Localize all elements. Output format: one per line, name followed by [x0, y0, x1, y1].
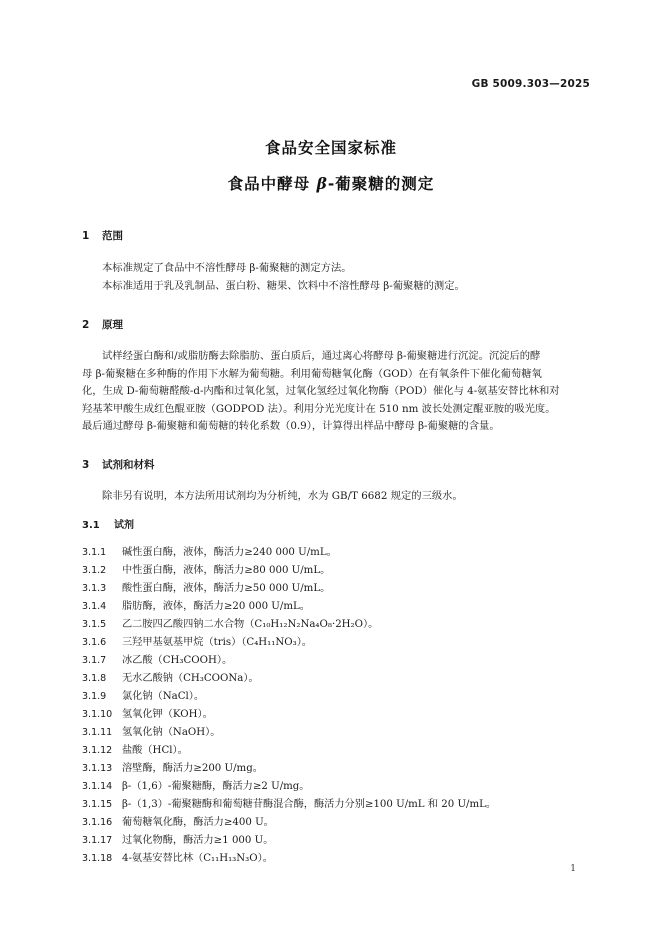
reagent-number: 3.1.7 [82, 655, 107, 666]
reagent-item [82, 705, 213, 722]
reagent-item [82, 687, 204, 704]
reagent-text: 氢氧化钾（KOH）。 [122, 709, 213, 720]
reagent-item [82, 597, 310, 614]
reagent-item [82, 615, 378, 632]
reagent-number: 3.1.17 [82, 835, 113, 846]
reagent-number: 3.1.18 [82, 853, 113, 864]
standard-number: GB 5009.303—2025 [471, 78, 590, 90]
reagent-text: 酸性蛋白酶，液体，酶活力≥50 000 U/mL。 [122, 583, 331, 594]
reagent-number: 3.1.14 [82, 781, 113, 792]
paragraph-line: 本标准规定了食品中不溶性酵母 β-葡聚糖的测定方法。 [102, 262, 352, 274]
reagent-number: 3.1.15 [82, 799, 113, 810]
reagent-number: 3.1.8 [82, 673, 107, 684]
paragraph-line: 本标准适用于乳及乳制品、蛋白粉、糖果、饮料中不溶性酵母 β-葡聚糖的测定。 [102, 279, 465, 292]
section-heading-2 [82, 317, 123, 332]
section-1-paragraph [82, 260, 592, 295]
subsection-heading [82, 516, 134, 531]
section-title: 原理 [102, 319, 123, 331]
reagent-item [82, 759, 263, 776]
reagent-number: 3.1.1 [82, 547, 107, 558]
reagent-number: 3.1.4 [82, 601, 107, 612]
reagent-text: 中性蛋白酶，液体，酶活力≥80 000 U/mL。 [122, 565, 331, 576]
reagent-item [82, 831, 273, 848]
paragraph-line: 母 β-葡聚糖在多种酶的作用下水解为葡萄糖。利用葡萄糖氧化酶（GOD）在有氧条件下催化葡萄糖氧 [82, 367, 542, 380]
subsection-title: 试剂 [114, 520, 134, 531]
section-number: 2 [82, 319, 90, 331]
section-title: 范围 [102, 230, 123, 242]
reagent-number: 3.1.3 [82, 583, 107, 594]
paragraph-line: 化，生成 D-葡萄糖醛酸-d-内酯和过氧化氢，过氧化氢经过氧化物酶（POD）催化与 4-氨基安替比林和对 [82, 385, 560, 397]
document-title-line1: 食品安全国家标准 [264, 139, 397, 157]
title-prefix: 食品中酵母 [227, 175, 317, 193]
subsection-number: 3.1 [82, 520, 100, 531]
paragraph-line: 试样经蛋白酶和/或脂肪酶去除脂肪、蛋白质后，通过离心将酵母 β-葡聚糖进行沉淀。沉淀后的酵 [102, 350, 541, 362]
section-number: 3 [82, 459, 90, 471]
page-number: 1 [570, 864, 576, 874]
reagent-item [82, 723, 220, 740]
paragraph-line: 最后通过酵母 β-葡聚糖和葡萄糖的转化系数（0.9），计算得出样品中酵母 β-葡聚糖的含量。 [82, 420, 500, 432]
reagent-item [82, 795, 496, 812]
reagent-text: 冰乙酸（CH₃COOH）。 [122, 655, 233, 666]
reagent-item [82, 561, 330, 578]
document-title-line2 [0, 172, 662, 194]
section-2-paragraph [82, 348, 592, 436]
reagent-text: 盐酸（HCl）。 [122, 745, 188, 756]
section-heading-1 [82, 228, 123, 243]
reagent-number: 3.1.13 [82, 763, 113, 774]
reagent-text: 葡萄糖氧化酶，酶活力≥400 U。 [122, 817, 274, 828]
reagent-item [82, 741, 188, 758]
section-3-paragraph [82, 488, 592, 506]
reagent-text: β-（1,6）-葡聚糖酶，酶活力≥2 U/mg。 [122, 781, 310, 792]
reagent-item [82, 777, 310, 794]
reagent-text: 过氧化物酶，酶活力≥1 000 U。 [122, 835, 274, 846]
reagent-text: 无水乙酸钠（CH₃COONa）。 [122, 673, 259, 684]
section-title: 试剂和材料 [102, 459, 155, 471]
reagent-number: 3.1.16 [82, 817, 113, 828]
reagent-text: 三羟甲基氨基甲烷（tris）（C₄H₁₁NO₃）。 [122, 637, 312, 648]
reagent-text: 乙二胺四乙酸四钠二水合物（C₁₀H₁₂N₂Na₄O₈·2H₂O）。 [122, 619, 379, 630]
reagent-number: 3.1.9 [82, 691, 107, 702]
reagent-item [82, 849, 273, 866]
section-number: 1 [82, 230, 90, 242]
reagent-item [82, 669, 259, 686]
reagent-item [82, 651, 232, 668]
reagent-number: 3.1.11 [82, 727, 113, 738]
reagent-item [82, 543, 337, 560]
reagent-text: 氢氧化钠（NaOH）。 [122, 727, 221, 738]
reagent-text: 4-氨基安替比林（C₁₁H₁₃N₃O）。 [122, 853, 273, 864]
reagent-number: 3.1.2 [82, 565, 107, 576]
reagent-number: 3.1.5 [82, 619, 107, 630]
reagent-number: 3.1.6 [82, 637, 107, 648]
section-heading-3 [82, 457, 155, 472]
reagent-text: 氯化钠（NaCl）。 [122, 691, 205, 702]
reagent-item [82, 633, 312, 650]
title-beta: β [316, 174, 328, 193]
reagent-text: 碱性蛋白酶，液体，酶活力≥240 000 U/mL。 [122, 547, 337, 558]
reagent-text: 溶壁酶，酶活力≥200 U/mg。 [122, 763, 263, 774]
paragraph-line: 羟基苯甲酸生成红色醌亚胺（GODPOD 法）。利用分光光度计在 510 nm 波长处测定醌亚胺的吸光度。 [82, 402, 556, 415]
reagent-item [82, 579, 330, 596]
reagent-text: β-（1,3）-葡聚糖酶和葡萄糖苷酶混合酶，酶活力分别≥100 U/mL 和 20 U/mL。 [122, 799, 497, 810]
reagent-item [82, 813, 274, 830]
reagent-text: 脂肪酶，液体，酶活力≥20 000 U/mL。 [122, 601, 310, 612]
reagent-number: 3.1.12 [82, 745, 113, 756]
title-suffix: -葡聚糖的测定 [327, 175, 435, 193]
reagent-number: 3.1.10 [82, 709, 113, 720]
paragraph-line: 除非另有说明，本方法所用试剂均为分析纯，水为 GB/T 6682 规定的三级水。 [102, 490, 463, 502]
